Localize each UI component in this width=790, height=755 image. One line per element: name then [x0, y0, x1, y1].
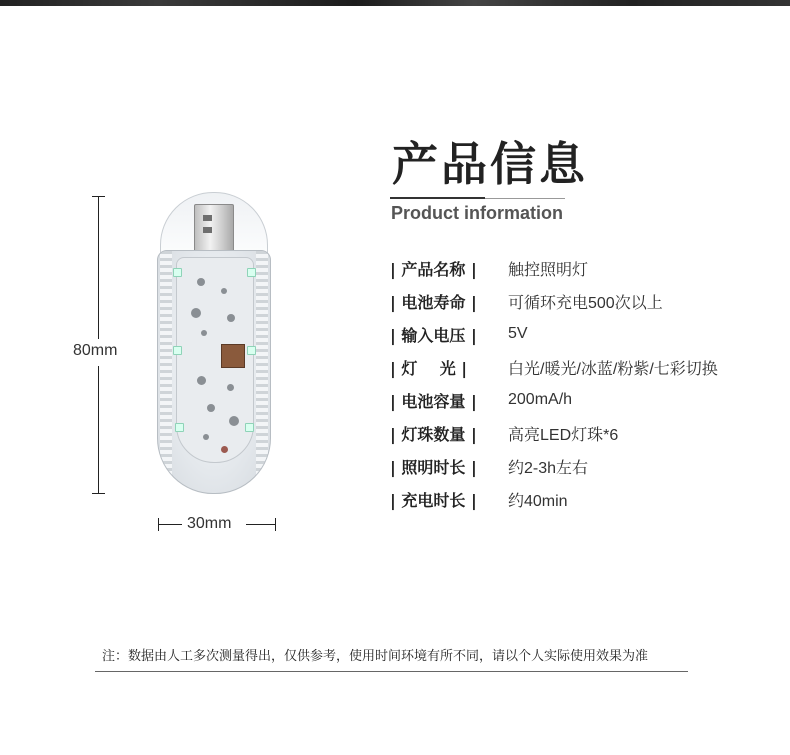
- width-dimension-right-cap: [275, 518, 276, 531]
- usb-led-light-image: [157, 192, 269, 492]
- width-dimension-line-left: [158, 524, 182, 525]
- spec-value: 约2-3h左右: [508, 459, 589, 477]
- spec-value: 5V: [508, 325, 528, 342]
- spec-label: | 输入电压 |: [390, 325, 477, 345]
- spec-value: 200mA/h: [508, 391, 573, 408]
- spec-label: | 电池寿命 |: [390, 292, 477, 312]
- title-underline: [390, 197, 485, 199]
- section-title: 产品信息: [392, 137, 588, 191]
- footer-divider: [95, 671, 688, 672]
- height-dimension-line-lower: [98, 366, 99, 493]
- spec-row-input-voltage: [390, 320, 528, 348]
- width-dimension-label: 30mm: [187, 515, 232, 532]
- spec-row-product-name: [390, 254, 588, 282]
- spec-label: | 灯珠数量 |: [390, 424, 477, 444]
- spec-label: | 产品名称 |: [390, 259, 477, 279]
- spec-value: 可循环充电500次以上: [508, 294, 663, 312]
- spec-value: 白光/暖光/冰蓝/粉紫/七彩切换: [508, 360, 718, 378]
- chip: [221, 344, 245, 368]
- spec-row-lighting-duration: [390, 452, 588, 480]
- height-dimension-line-upper: [98, 196, 99, 339]
- top-decorative-strip: [0, 0, 790, 6]
- light-body: [157, 250, 271, 494]
- usb-connector: [194, 204, 234, 254]
- height-dimension-bottom-cap: [92, 493, 105, 494]
- width-dimension-line-right: [246, 524, 276, 525]
- disclaimer-note: 注：数据由人工多次测量得出，仅供参考，使用时间环境有所不同，请以个人实际使用效果为准: [102, 649, 649, 664]
- spec-row-charging-time: [390, 485, 568, 513]
- spec-row-led-count: [390, 419, 618, 447]
- spec-label: | 电池容量 |: [390, 391, 477, 411]
- spec-label: | 照明时长 |: [390, 457, 477, 477]
- spec-row-battery-life: [390, 287, 663, 315]
- spec-value: 高亮LED灯珠*6: [508, 426, 619, 444]
- spec-label: | 充电时长 |: [390, 490, 477, 510]
- spec-row-light-modes: [390, 353, 718, 381]
- spec-value: 触控照明灯: [508, 261, 589, 279]
- section-subtitle: Product information: [391, 203, 563, 223]
- spec-label: | 灯 光 |: [390, 358, 468, 378]
- circuit-board: [176, 257, 254, 463]
- spec-row-battery-capacity: [390, 386, 572, 414]
- height-dimension-label: 80mm: [73, 342, 118, 359]
- title-underline-light: [485, 198, 565, 199]
- spec-value: 约40min: [508, 492, 568, 510]
